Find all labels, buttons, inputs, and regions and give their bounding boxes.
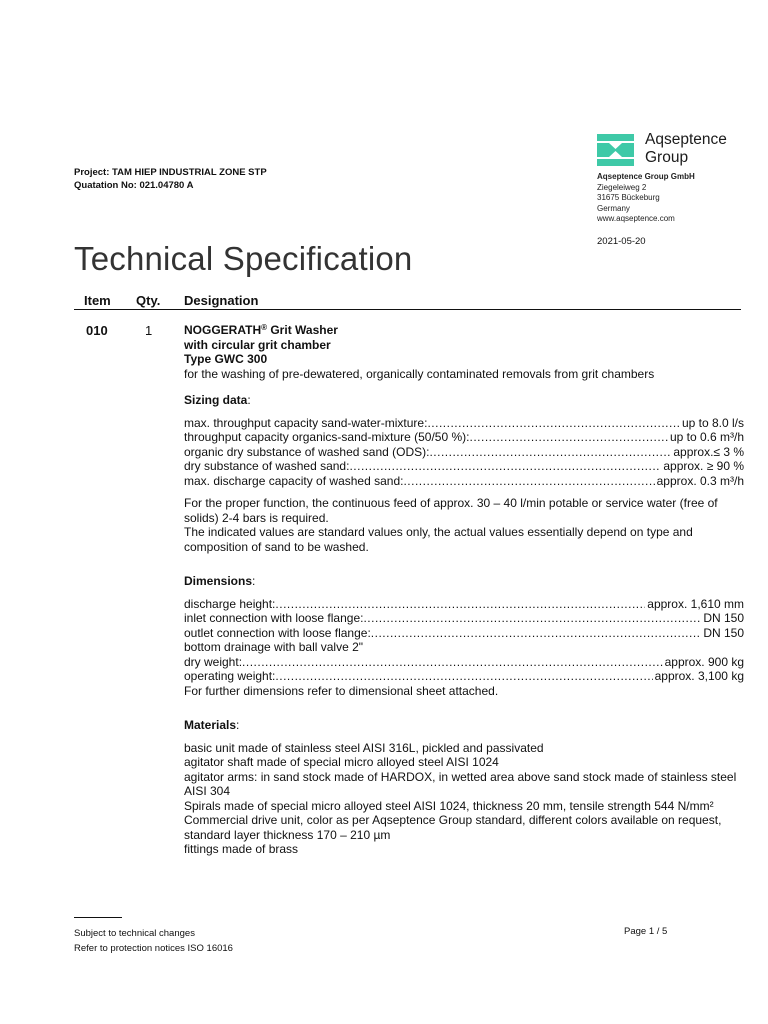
dimensions-heading: Dimensions: bbox=[184, 574, 256, 588]
company-name: Aqseptence Group GmbH bbox=[597, 172, 695, 181]
document-date: 2021-05-20 bbox=[597, 236, 646, 247]
spec-row: operating weight: ..... approx. 3,100 kg bbox=[184, 669, 744, 684]
column-header-item: Item bbox=[84, 293, 111, 308]
material-line: basic unit made of stainless steel AISI 316L, pickled and passivated bbox=[184, 740, 544, 755]
spec-row: max. discharge capacity of washed sand: ..... approx. 0.3 m³/h bbox=[184, 474, 744, 489]
material-line: Spirals made of special micro alloyed steel AISI 1024, thickness 20 mm, tensile strength 544 N/mm² bbox=[184, 798, 714, 813]
page-number: Page 1 / 5 bbox=[624, 926, 668, 937]
materials-heading: Materials: bbox=[184, 718, 240, 732]
column-header-designation: Designation bbox=[184, 293, 259, 308]
material-line: agitator shaft made of special micro alloyed steel AISI 1024 bbox=[184, 755, 499, 769]
item-number: 010 bbox=[86, 323, 108, 338]
dimensions-note: For further dimensions refer to dimensional sheet attached. bbox=[184, 683, 499, 698]
product-type: Type GWC 300 bbox=[184, 352, 268, 366]
company-website: www.aqseptence.com bbox=[597, 214, 675, 223]
spec-row: dry substance of washed sand: ..... approx. ≥ 90 % bbox=[184, 459, 744, 474]
item-quantity: 1 bbox=[145, 323, 153, 338]
page-title: Technical Specification bbox=[74, 240, 413, 277]
sizing-note-standard: The indicated values are standard values only, the actual values essentially depend on type and composition of sand to be washed. bbox=[184, 525, 693, 554]
company-country: Germany bbox=[597, 203, 630, 213]
logo-line-1: Aqseptence bbox=[645, 131, 727, 148]
project-name: Project: TAM HIEP INDUSTRIAL ZONE STP bbox=[74, 167, 267, 178]
sizing-heading: Sizing data: bbox=[184, 393, 251, 407]
sizing-note-water: For the proper function, the continuous feed of approx. 30 – 40 l/min potable or service water (free of solids) 2-4 bars is required. bbox=[184, 496, 718, 525]
spec-row: dry weight: ..... approx. 900 kg bbox=[184, 655, 744, 670]
quotation-number: Quatation No: 021.04780 A bbox=[74, 180, 194, 191]
logo-wordmark bbox=[645, 131, 727, 167]
company-city: 31675 Bückeburg bbox=[597, 193, 660, 202]
company-street: Ziegeleiweg 2 bbox=[597, 182, 647, 192]
spec-row: throughput capacity organics-sand-mixture (50/50 %): ..... up to 0.6 m³/h bbox=[184, 430, 744, 445]
sizing-list bbox=[184, 416, 744, 489]
registered-mark: ® bbox=[261, 323, 268, 332]
footer-technical-changes: Subject to technical changes bbox=[74, 928, 195, 939]
footer-notes bbox=[74, 926, 233, 956]
product-purpose: for the washing of pre-dewatered, organically contaminated removals from grit chambers bbox=[184, 366, 655, 381]
spec-row: outlet connection with loose flange: ..... DN 150 bbox=[184, 626, 744, 641]
material-line: Commercial drive unit, color as per Aqseptence Group standard, different colors available on request, standard layer thickness 170 – 210 µm bbox=[184, 813, 722, 842]
material-line: fittings made of brass bbox=[184, 842, 299, 856]
footer-protection-notice: Refer to protection notices ISO 16016 bbox=[74, 943, 233, 954]
spec-row: max. throughput capacity sand-water-mixture: ..... up to 8.0 l/s bbox=[184, 416, 744, 431]
product-name: NOGGERATH® Grit Washer bbox=[184, 323, 338, 337]
product-subtitle: with circular grit chamber bbox=[184, 337, 331, 352]
header-rule bbox=[74, 309, 741, 310]
materials-list bbox=[184, 741, 744, 857]
column-header-qty: Qty. bbox=[136, 293, 161, 308]
drainage-line: bottom drainage with ball valve 2" bbox=[184, 640, 364, 654]
spec-row: organic dry substance of washed sand (ODS): ..... approx.≤ 3 % bbox=[184, 445, 744, 460]
material-line: agitator arms: in sand stock made of HARDOX, in wetted area above sand stock made of stainless steel AISI 304 bbox=[184, 769, 737, 798]
item-designation bbox=[184, 323, 744, 857]
company-address bbox=[597, 172, 695, 225]
dimensions-list bbox=[184, 597, 744, 699]
footer-rule bbox=[74, 917, 122, 918]
spec-row: inlet connection with loose flange: ..... DN 150 bbox=[184, 611, 744, 626]
aqseptence-logo-icon bbox=[597, 134, 634, 166]
spec-row: discharge height: ..... approx. 1,610 mm bbox=[184, 597, 744, 612]
project-header bbox=[74, 166, 267, 192]
company-logo bbox=[597, 133, 757, 167]
logo-line-2: Group bbox=[645, 149, 689, 166]
